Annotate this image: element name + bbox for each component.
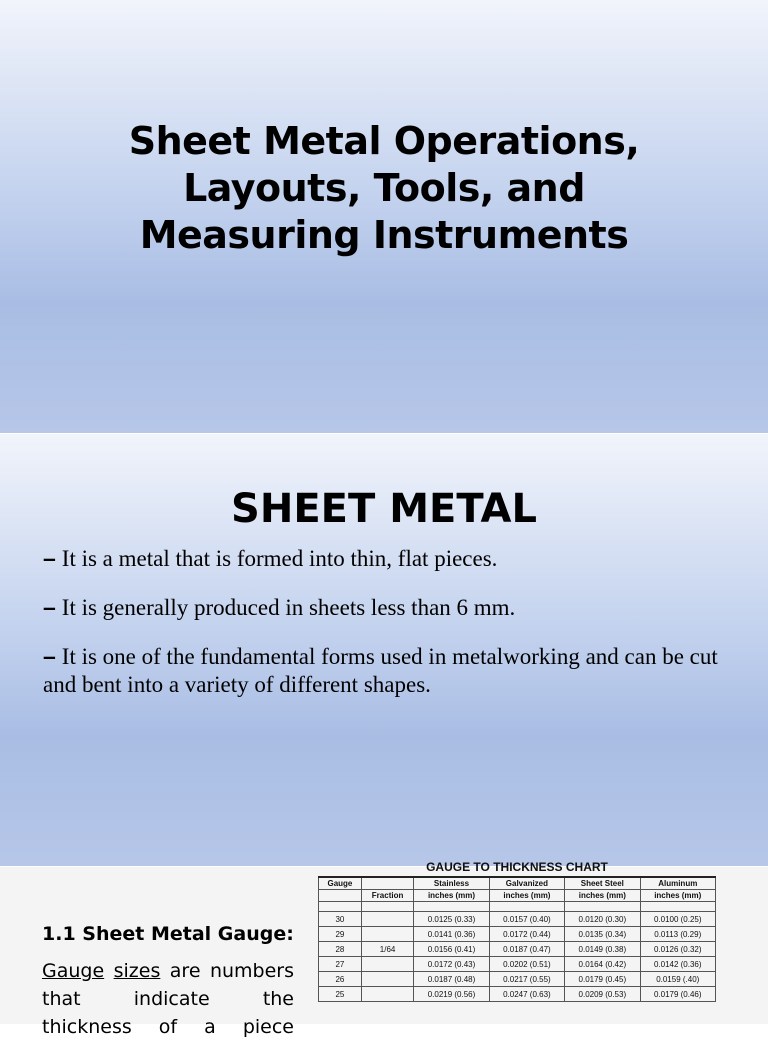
title-line: Measuring Instruments [139, 213, 629, 257]
table-cell: 0.0187 (0.48) [414, 972, 489, 987]
table-cell: 0.0219 (0.56) [414, 987, 489, 1002]
table-cell: 0.0149 (0.38) [565, 942, 640, 957]
table-cell: 0.0141 (0.36) [414, 927, 489, 942]
underlined-word: sizes [113, 960, 161, 982]
header-cell: inches (mm) [414, 890, 489, 902]
header-cell: Gauge [319, 877, 362, 890]
table-row [319, 927, 716, 942]
table-cell [361, 987, 413, 1002]
table-cell: 0.0157 (0.40) [489, 912, 564, 927]
table-row [319, 957, 716, 972]
chart-title: GAUGE TO THICKNESS CHART [426, 860, 608, 874]
header-cell: inches (mm) [565, 890, 640, 902]
table-cell: 0.0164 (0.42) [565, 957, 640, 972]
table-cell: 0.0187 (0.47) [489, 942, 564, 957]
dash-icon: – [43, 545, 56, 571]
bullet-text: It is generally produced in sheets less than 6 mm. [61, 595, 516, 620]
header-cell: Stainless [414, 877, 489, 890]
table-cell [361, 957, 413, 972]
table-row [319, 987, 716, 1002]
table-cell: 0.0172 (0.44) [489, 927, 564, 942]
table-cell [361, 972, 413, 987]
header-cell: inches (mm) [489, 890, 564, 902]
table-row [319, 942, 716, 957]
table-cell: 0.0113 (0.29) [640, 927, 715, 942]
table-row [319, 972, 716, 987]
gauge-table [318, 876, 716, 1002]
table-cell: 0.0209 (0.53) [565, 987, 640, 1002]
table-cell: 0.0179 (0.45) [565, 972, 640, 987]
table-cell: 29 [319, 927, 362, 942]
table-cell: 27 [319, 957, 362, 972]
table-header-row [319, 890, 716, 902]
table-cell: 0.0120 (0.30) [565, 912, 640, 927]
table-cell: 0.0135 (0.34) [565, 927, 640, 942]
underlined-word: Gauge [42, 960, 105, 982]
bullet-list [43, 544, 738, 719]
table-row [319, 912, 716, 927]
table-cell: 0.0247 (0.63) [489, 987, 564, 1002]
table-cell: 0.0217 (0.55) [489, 972, 564, 987]
header-cell [319, 890, 362, 902]
dash-icon: – [43, 594, 56, 620]
section-heading: 1.1 Sheet Metal Gauge: [42, 923, 294, 945]
header-cell: Galvanized [489, 877, 564, 890]
title-line: Layouts, Tools, and [183, 166, 585, 210]
table-cell: 28 [319, 942, 362, 957]
table-header-row [319, 877, 716, 890]
slide-title [0, 118, 768, 259]
header-cell: Sheet Steel [565, 877, 640, 890]
table-cell: 0.0179 (0.46) [640, 987, 715, 1002]
table-cell: 0.0202 (0.51) [489, 957, 564, 972]
sheet-metal-slide [0, 434, 768, 866]
header-cell [361, 877, 413, 890]
table-cell: 0.0156 (0.41) [414, 942, 489, 957]
bullet-item [43, 642, 738, 699]
title-line: Sheet Metal Operations, [128, 119, 640, 163]
table-cell: 0.0100 (0.25) [640, 912, 715, 927]
bullet-item [43, 544, 738, 573]
title-slide [0, 0, 768, 433]
table-cell [361, 912, 413, 927]
gauge-slide [0, 860, 768, 1038]
table-cell: 1/64 [361, 942, 413, 957]
table-cell: 26 [319, 972, 362, 987]
table-cell [361, 927, 413, 942]
table-cell: 0.0126 (0.32) [640, 942, 715, 957]
table-cell: 0.0142 (0.36) [640, 957, 715, 972]
bullet-text: It is one of the fundamental forms used in metalworking and can be cut and bent into a variety of different shapes. [43, 644, 718, 697]
table-cell: 25 [319, 987, 362, 1002]
section-body [42, 957, 294, 1041]
header-cell: Aluminum [640, 877, 715, 890]
bullet-item [43, 593, 738, 622]
table-cell: 30 [319, 912, 362, 927]
table-cell: 0.0125 (0.33) [414, 912, 489, 927]
header-cell: inches (mm) [640, 890, 715, 902]
body-text: are numbers that indicate the thickness of a piece [42, 960, 294, 1038]
dash-icon: – [43, 643, 56, 669]
table-spacer-row [319, 902, 716, 912]
table-cell: 0.0172 (0.43) [414, 957, 489, 972]
slide-heading: SHEET METAL [231, 486, 537, 532]
header-cell: Fraction [361, 890, 413, 902]
table-cell: 0.0159 (.40) [640, 972, 715, 987]
bullet-text: It is a metal that is formed into thin, flat pieces. [61, 546, 498, 571]
